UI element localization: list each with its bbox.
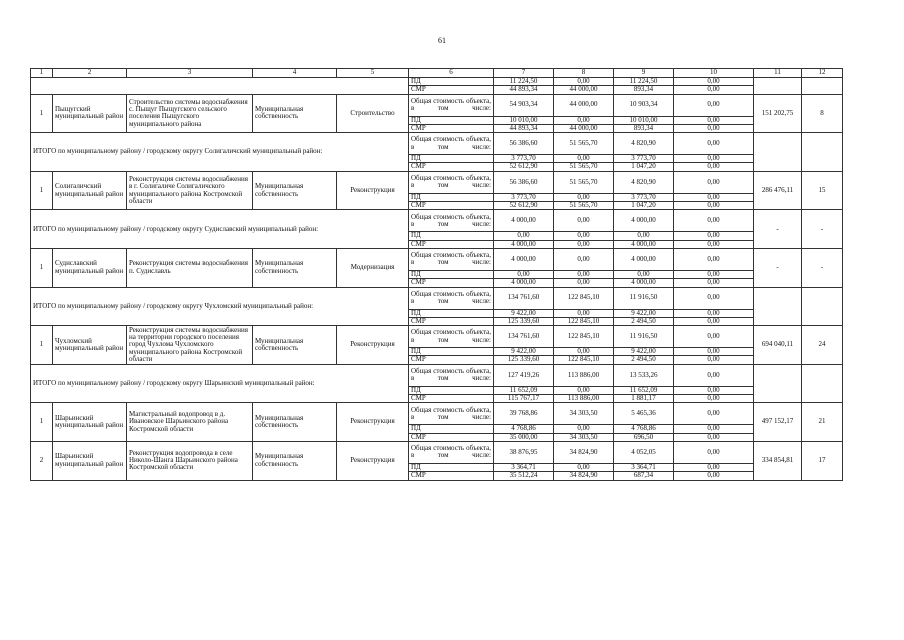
cost-regional: 10 010,00 xyxy=(614,116,674,124)
capacity-cell: 15 xyxy=(802,171,843,210)
row-label-smr: СМР xyxy=(409,279,494,287)
total-cost-cell: - xyxy=(754,210,802,249)
cost-other: 0,00 xyxy=(674,116,754,124)
row-label-smr: СМР xyxy=(409,356,494,364)
cost-total: 127 419,26 xyxy=(494,364,554,386)
row-number: 1 xyxy=(31,326,53,365)
continued-blank xyxy=(31,78,409,95)
table-row xyxy=(31,78,843,86)
cost-total: 35 000,00 xyxy=(494,433,554,441)
ownership-type: Муниципальная собственность xyxy=(253,94,337,133)
cost-other: 0,00 xyxy=(674,287,754,309)
cost-other: 0,00 xyxy=(674,395,754,403)
cost-other: 0,00 xyxy=(674,163,754,171)
object-name: Магистральный водопровод в д. Ивановское Шарьинского района Костромской области xyxy=(127,403,253,442)
capacity-cell: 21 xyxy=(802,403,843,442)
cost-federal: 51 565,70 xyxy=(554,202,614,210)
table-row xyxy=(31,441,843,463)
cost-federal: 51 565,70 xyxy=(554,163,614,171)
cost-federal: 0,00 xyxy=(554,78,614,86)
row-label-total: Общая стоимость объекта, в том числе: xyxy=(409,326,494,348)
row-label-total: Общая стоимость объекта, в том числе: xyxy=(409,441,494,463)
capacity-cell xyxy=(802,287,843,326)
row-label-total: Общая стоимость объекта, в том числе: xyxy=(409,403,494,425)
column-header: 10 xyxy=(674,69,754,78)
cost-federal: 51 565,70 xyxy=(554,171,614,193)
row-label-total: Общая стоимость объекта, в том числе: xyxy=(409,287,494,309)
cost-regional: 696,50 xyxy=(614,433,674,441)
cost-regional: 687,34 xyxy=(614,472,674,480)
district-name: Пыщугский муниципальный район xyxy=(53,94,127,133)
cost-other: 0,00 xyxy=(674,270,754,278)
row-number: 1 xyxy=(31,171,53,210)
cost-other: 0,00 xyxy=(674,386,754,394)
subtotal-title: ИТОГО по муниципальному району / городскому округу Солигаличский муниципальный район: xyxy=(31,133,409,172)
cost-federal: 34 824,90 xyxy=(554,441,614,463)
cost-federal: 122 845,10 xyxy=(554,317,614,325)
cost-federal: 34 303,50 xyxy=(554,433,614,441)
cost-other: 0,00 xyxy=(674,472,754,480)
cost-regional: 3 773,70 xyxy=(614,155,674,163)
cost-total: 11 652,09 xyxy=(494,386,554,394)
cost-federal: 0,00 xyxy=(554,248,614,270)
row-label-smr: СМР xyxy=(409,472,494,480)
cost-regional: 4 768,86 xyxy=(614,425,674,433)
row-label-pd: ПД xyxy=(409,348,494,356)
cost-federal: 122 845,10 xyxy=(554,326,614,348)
cost-total: 4 768,86 xyxy=(494,425,554,433)
cost-regional: 11 916,50 xyxy=(614,287,674,309)
total-cost-cell: 286 476,11 xyxy=(754,171,802,210)
cost-other: 0,00 xyxy=(674,317,754,325)
cost-other: 0,00 xyxy=(674,94,754,116)
column-header: 9 xyxy=(614,69,674,78)
table-row xyxy=(31,248,843,270)
table-row xyxy=(31,133,843,155)
cost-other: 0,00 xyxy=(674,133,754,155)
column-header: 12 xyxy=(802,69,843,78)
cost-regional: 4 000,00 xyxy=(614,248,674,270)
ownership-type: Муниципальная собственность xyxy=(253,441,337,480)
cost-total: 9 422,00 xyxy=(494,309,554,317)
cost-total: 115 767,17 xyxy=(494,395,554,403)
page-number: 61 xyxy=(438,36,446,45)
row-label-total: Общая стоимость объекта, в том числе: xyxy=(409,210,494,232)
column-header: 2 xyxy=(53,69,127,78)
cost-regional: 13 533,26 xyxy=(614,364,674,386)
capacity-cell xyxy=(802,78,843,95)
table-row xyxy=(31,326,843,348)
work-type: Реконструкция xyxy=(337,171,409,210)
cost-total: 4 000,00 xyxy=(494,248,554,270)
cost-regional: 2 494,50 xyxy=(614,317,674,325)
cost-other: 0,00 xyxy=(674,364,754,386)
cost-federal: 0,00 xyxy=(554,348,614,356)
cost-regional: 11 224,50 xyxy=(614,78,674,86)
cost-federal: 44 000,00 xyxy=(554,86,614,94)
cost-total: 39 768,86 xyxy=(494,403,554,425)
total-cost-cell: 694 040,11 xyxy=(754,326,802,365)
capacity-cell: 17 xyxy=(802,441,843,480)
row-label-smr: СМР xyxy=(409,202,494,210)
row-label-pd: ПД xyxy=(409,116,494,124)
column-header: 11 xyxy=(754,69,802,78)
cost-federal: 34 303,50 xyxy=(554,403,614,425)
cost-regional: 4 000,00 xyxy=(614,240,674,248)
cost-regional: 0,00 xyxy=(614,232,674,240)
cost-regional: 4 052,05 xyxy=(614,441,674,463)
row-label-total: Общая стоимость объекта, в том числе: xyxy=(409,133,494,155)
cost-federal: 0,00 xyxy=(554,155,614,163)
column-header: 4 xyxy=(253,69,337,78)
row-label-smr: СМР xyxy=(409,124,494,132)
table-row xyxy=(31,171,843,193)
capacity-cell xyxy=(802,133,843,172)
cost-total: 11 224,50 xyxy=(494,78,554,86)
cost-regional: 4 820,90 xyxy=(614,171,674,193)
cost-other: 0,00 xyxy=(674,356,754,364)
row-label-pd: ПД xyxy=(409,193,494,201)
cost-federal: 0,00 xyxy=(554,116,614,124)
subtotal-title: ИТОГО по муниципальному району / городскому округу Чухломский муниципальный район: xyxy=(31,287,409,326)
subtotal-title: ИТОГО по муниципальному району / городскому округу Шарьинский муниципальный район: xyxy=(31,364,409,403)
header-row xyxy=(31,69,843,78)
cost-federal: 0,00 xyxy=(554,463,614,471)
capacity-cell: 24 xyxy=(802,326,843,365)
column-header: 1 xyxy=(31,69,53,78)
cost-regional: 1 047,20 xyxy=(614,163,674,171)
row-label-pd: ПД xyxy=(409,270,494,278)
row-label-pd: ПД xyxy=(409,386,494,394)
row-number: 1 xyxy=(31,403,53,442)
cost-federal: 0,00 xyxy=(554,425,614,433)
cost-regional: 4 820,90 xyxy=(614,133,674,155)
row-label-pd: ПД xyxy=(409,425,494,433)
cost-federal: 0,00 xyxy=(554,270,614,278)
cost-regional: 0,00 xyxy=(614,270,674,278)
column-header: 7 xyxy=(494,69,554,78)
table-row xyxy=(31,287,843,309)
cost-total: 35 512,24 xyxy=(494,472,554,480)
table-row xyxy=(31,403,843,425)
cost-other: 0,00 xyxy=(674,232,754,240)
cost-regional: 9 422,00 xyxy=(614,309,674,317)
district-name: Шарьинский муниципальный район xyxy=(53,441,127,480)
cost-regional: 893,34 xyxy=(614,124,674,132)
cost-federal: 122 845,10 xyxy=(554,356,614,364)
cost-federal: 44 000,00 xyxy=(554,94,614,116)
capacity-cell: - xyxy=(802,248,843,287)
cost-regional: 4 000,00 xyxy=(614,279,674,287)
cost-total: 52 612,90 xyxy=(494,163,554,171)
cost-regional: 3 773,70 xyxy=(614,193,674,201)
row-label-total: Общая стоимость объекта, в том числе: xyxy=(409,248,494,270)
cost-regional: 893,34 xyxy=(614,86,674,94)
subtotal-title: ИТОГО по муниципальному району / городскому округу Судиславский муниципальный район: xyxy=(31,210,409,249)
object-name: Реконструкция системы водоснабжения на территории городского поселения город Чухлома Чухломского муниципального района Костромской области xyxy=(127,326,253,365)
table-row xyxy=(31,364,843,386)
work-type: Реконструкция xyxy=(337,441,409,480)
cost-regional: 2 494,50 xyxy=(614,356,674,364)
cost-other: 0,00 xyxy=(674,248,754,270)
row-number: 2 xyxy=(31,441,53,480)
work-type: Строительство xyxy=(337,94,409,133)
cost-total: 125 339,60 xyxy=(494,317,554,325)
cost-other: 0,00 xyxy=(674,171,754,193)
cost-total: 56 386,60 xyxy=(494,171,554,193)
row-label-smr: СМР xyxy=(409,163,494,171)
object-name: Реконструкция водопровода в селе Николо-Шанга Шарьинского района Костромской области xyxy=(127,441,253,480)
row-label-pd: ПД xyxy=(409,155,494,163)
row-label-pd: ПД xyxy=(409,309,494,317)
cost-other: 0,00 xyxy=(674,463,754,471)
row-label-smr: СМР xyxy=(409,240,494,248)
capacity-cell: 8 xyxy=(802,94,843,133)
row-label-smr: СМР xyxy=(409,395,494,403)
district-name: Судиславский муниципальный район xyxy=(53,248,127,287)
cost-other: 0,00 xyxy=(674,348,754,356)
row-label-pd: ПД xyxy=(409,78,494,86)
cost-total: 125 339,60 xyxy=(494,356,554,364)
table-row xyxy=(31,94,843,116)
column-header: 5 xyxy=(337,69,409,78)
total-cost-cell: 497 152,17 xyxy=(754,403,802,442)
row-number: 1 xyxy=(31,248,53,287)
cost-total: 0,00 xyxy=(494,232,554,240)
cost-regional: 10 903,34 xyxy=(614,94,674,116)
cost-total: 134 761,60 xyxy=(494,287,554,309)
total-cost-cell xyxy=(754,133,802,172)
cost-total: 9 422,00 xyxy=(494,348,554,356)
cost-regional: 1 047,20 xyxy=(614,202,674,210)
column-header: 3 xyxy=(127,69,253,78)
capacity-cell xyxy=(802,364,843,403)
column-header: 8 xyxy=(554,69,614,78)
total-cost-cell: - xyxy=(754,248,802,287)
cost-federal: 113 886,00 xyxy=(554,364,614,386)
total-cost-cell xyxy=(754,287,802,326)
work-type: Модернизация xyxy=(337,248,409,287)
cost-other: 0,00 xyxy=(674,326,754,348)
cost-total: 44 893,34 xyxy=(494,86,554,94)
work-type: Реконструкция xyxy=(337,326,409,365)
table-row xyxy=(31,210,843,232)
row-label-smr: СМР xyxy=(409,86,494,94)
cost-other: 0,00 xyxy=(674,193,754,201)
cost-regional: 11 652,09 xyxy=(614,386,674,394)
cost-total: 54 903,34 xyxy=(494,94,554,116)
cost-other: 0,00 xyxy=(674,240,754,248)
cost-federal: 0,00 xyxy=(554,309,614,317)
cost-regional: 3 364,71 xyxy=(614,463,674,471)
total-cost-cell xyxy=(754,364,802,403)
work-type: Реконструкция xyxy=(337,403,409,442)
ownership-type: Муниципальная собственность xyxy=(253,248,337,287)
object-name: Строительство системы водоснабжения с. Пыщуг Пыщугского сельского поселения Пыщугского муниципального района xyxy=(127,94,253,133)
cost-total: 44 893,34 xyxy=(494,124,554,132)
total-cost-cell: 334 854,81 xyxy=(754,441,802,480)
column-header: 6 xyxy=(409,69,494,78)
total-cost-cell xyxy=(754,78,802,95)
cost-other: 0,00 xyxy=(674,210,754,232)
cost-total: 4 000,00 xyxy=(494,210,554,232)
cost-total: 38 876,95 xyxy=(494,441,554,463)
row-label-pd: ПД xyxy=(409,463,494,471)
cost-federal: 44 000,00 xyxy=(554,124,614,132)
cost-other: 0,00 xyxy=(674,86,754,94)
ownership-type: Муниципальная собственность xyxy=(253,171,337,210)
cost-regional: 1 881,17 xyxy=(614,395,674,403)
row-label-smr: СМР xyxy=(409,317,494,325)
total-cost-cell: 151 202,75 xyxy=(754,94,802,133)
cost-other: 0,00 xyxy=(674,441,754,463)
investment-table xyxy=(30,68,843,481)
cost-total: 3 773,70 xyxy=(494,155,554,163)
cost-total: 3 773,70 xyxy=(494,193,554,201)
cost-total: 134 761,60 xyxy=(494,326,554,348)
ownership-type: Муниципальная собственность xyxy=(253,403,337,442)
cost-other: 0,00 xyxy=(674,433,754,441)
row-label-total: Общая стоимость объекта, в том числе: xyxy=(409,94,494,116)
row-label-pd: ПД xyxy=(409,232,494,240)
capacity-cell: - xyxy=(802,210,843,249)
row-label-total: Общая стоимость объекта, в том числе: xyxy=(409,364,494,386)
cost-federal: 122 845,10 xyxy=(554,287,614,309)
cost-total: 4 000,00 xyxy=(494,279,554,287)
cost-other: 0,00 xyxy=(674,425,754,433)
cost-federal: 51 565,70 xyxy=(554,133,614,155)
cost-regional: 9 422,00 xyxy=(614,348,674,356)
cost-other: 0,00 xyxy=(674,124,754,132)
cost-regional: 4 000,00 xyxy=(614,210,674,232)
cost-total: 52 612,90 xyxy=(494,202,554,210)
cost-federal: 0,00 xyxy=(554,386,614,394)
row-label-total: Общая стоимость объекта, в том числе: xyxy=(409,171,494,193)
cost-other: 0,00 xyxy=(674,309,754,317)
cost-total: 3 364,71 xyxy=(494,463,554,471)
cost-total: 0,00 xyxy=(494,270,554,278)
cost-federal: 0,00 xyxy=(554,279,614,287)
cost-federal: 0,00 xyxy=(554,232,614,240)
cost-other: 0,00 xyxy=(674,78,754,86)
row-number: 1 xyxy=(31,94,53,133)
cost-other: 0,00 xyxy=(674,155,754,163)
district-name: Шарьинский муниципальный район xyxy=(53,403,127,442)
cost-regional: 5 465,36 xyxy=(614,403,674,425)
object-name: Реконструкция системы водоснабжения п. Судиславль xyxy=(127,248,253,287)
cost-total: 10 010,00 xyxy=(494,116,554,124)
cost-other: 0,00 xyxy=(674,202,754,210)
cost-total: 4 000,00 xyxy=(494,240,554,248)
district-name: Солигаличский муниципальный район xyxy=(53,171,127,210)
ownership-type: Муниципальная собственность xyxy=(253,326,337,365)
row-label-smr: СМР xyxy=(409,433,494,441)
object-name: Реконструкция системы водоснабжения в г. Солигаличе Солигаличского муниципального района Костромской области xyxy=(127,171,253,210)
cost-total: 56 386,60 xyxy=(494,133,554,155)
cost-federal: 113 886,00 xyxy=(554,395,614,403)
cost-other: 0,00 xyxy=(674,279,754,287)
cost-regional: 11 916,50 xyxy=(614,326,674,348)
cost-other: 0,00 xyxy=(674,403,754,425)
cost-federal: 0,00 xyxy=(554,240,614,248)
district-name: Чухломский муниципальный район xyxy=(53,326,127,365)
cost-federal: 0,00 xyxy=(554,210,614,232)
cost-federal: 0,00 xyxy=(554,193,614,201)
cost-federal: 34 824,90 xyxy=(554,472,614,480)
